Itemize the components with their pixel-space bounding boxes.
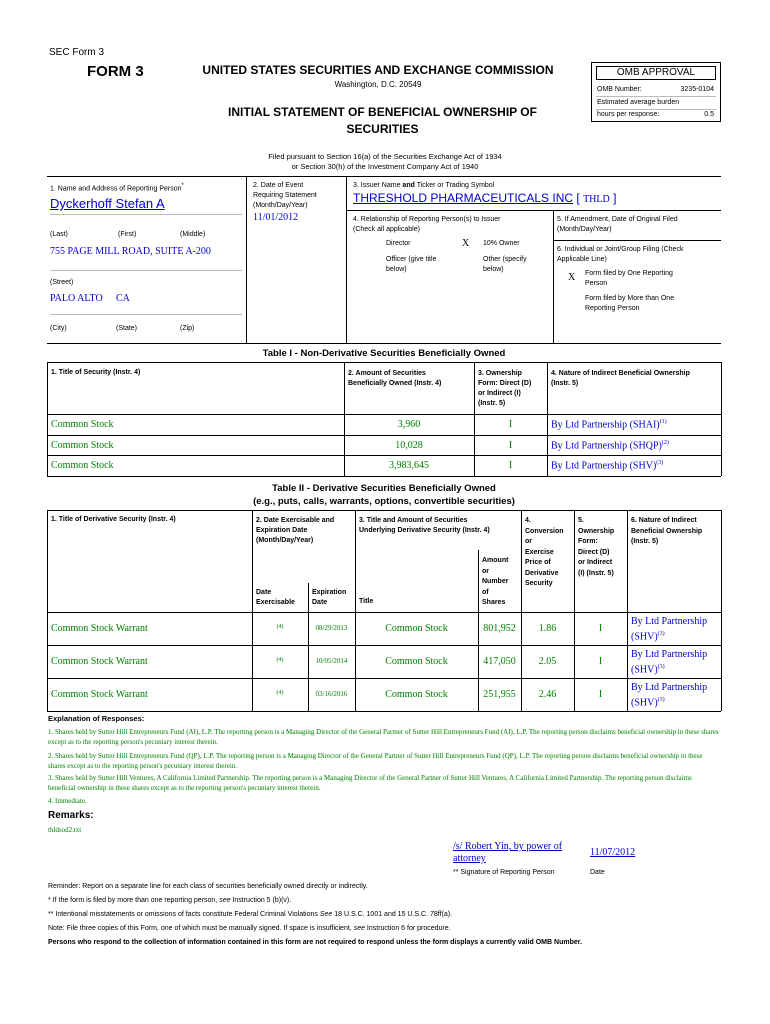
table2-col-dates: 2. Date Exercisable and Expiration Date (Month/Day/Year): [256, 517, 335, 544]
city-label: (City): [50, 325, 67, 332]
table2-col-underlying-title: Title: [359, 598, 374, 605]
filed-pursuant-line2: or Section 30(h) of the Investment Company Act of 1940: [291, 162, 479, 171]
explanation-title: Explanation of Responses:: [48, 714, 145, 723]
table2-row-nature: By Ltd Partnership (SHV)$^{(3)}$: [631, 682, 708, 709]
omb-number-label: OMB Number:: [597, 86, 642, 93]
issuer-label: 3. Issuer Name and Ticker or Trading Symbol: [353, 182, 495, 189]
sec-form-label: SEC Form 3: [49, 47, 105, 58]
table2-row-nature: By Ltd Partnership (SHV)$^{(3)}$: [631, 616, 708, 643]
table2-row-form: I: [598, 689, 603, 700]
omb-hours-value: 0.5: [704, 111, 714, 118]
table1-row-amount: 10,028: [395, 440, 423, 451]
table2-row-title: Common Stock Warrant: [51, 656, 148, 667]
event-date-value: 11/01/2012: [253, 212, 299, 223]
middle-label: (Middle): [180, 231, 206, 238]
table2-row-price: 1.86: [538, 623, 557, 634]
ten-percent-owner-check: X: [462, 238, 470, 249]
table2-row-form: I: [598, 623, 603, 634]
table1-col-ownership: 3. Ownership Form: Direct (D) or Indirect (I) (Instr. 5): [478, 370, 532, 407]
table2-row-shares: 801,952: [483, 623, 516, 634]
form-title: INITIAL STATEMENT OF BENEFICIAL OWNERSHIP OF SECURITIES: [228, 105, 537, 136]
agency-city: Washington, D.C. 20549: [334, 80, 422, 89]
explanation-item: 3. Shares held by Sutter Hill Ventures, A California Limited Partnership. The reporting person is a Managing Director of the General Partner of Sutter Hill Ventures, A California Limited Partnership. The reporting person disclaims beneficial ownership in these shares except as to the reporting person's pecuniary interest therein.: [48, 774, 692, 792]
state-value: CA: [116, 293, 130, 304]
reporting-person-name[interactable]: Dyckerhoff Stefan A: [50, 196, 165, 211]
table2-row-title: Common Stock Warrant: [51, 623, 148, 634]
agency-name: UNITED STATES SECURITIES AND EXCHANGE COMMISSION: [202, 63, 554, 77]
table2-row-shares: 417,050: [483, 656, 516, 667]
table1-row-nature: By Ltd Partnership (SHAI)$^{(1)}$: [551, 419, 667, 431]
issuer-name[interactable]: THRESHOLD PHARMACEUTICALS INC: [353, 191, 574, 205]
table2-row-price: 2.05: [538, 656, 557, 667]
table2-row-nature: By Ltd Partnership (SHV)$^{(3)}$: [631, 649, 708, 676]
city-value: PALO ALTO: [50, 293, 103, 304]
table2-row-underlying: Common Stock: [385, 623, 448, 634]
omb-burden-label: Estimated average burden: [597, 99, 680, 106]
table2-col-ownership: 5. Ownership Form: Direct (D) or Indirect (I) (Instr. 5): [578, 517, 615, 577]
table2-row-underlying: Common Stock: [385, 689, 448, 700]
state-label: (State): [116, 325, 138, 332]
one-person-check: X: [568, 272, 576, 283]
explanation-item: 2. Shares held by Sutter Hill Entrepreneurs Fund (QP), L.P. The reporting person is a Managing Director of the General Partner of Sutter Hill Entrepreneurs Fund (QP), L.P. The reporting person disclaims beneficial ownership in these shares except as to the reporting person's pecuniary interest therein.: [48, 752, 703, 770]
table1-row-form: I: [508, 440, 513, 451]
explanation-item: 1. Shares held by Sutter Hill Entrepreneurs Fund (AI), L.P. The reporting person is a Managing Director of the General Partner of Sutter Hill Entrepreneurs Fund (AI), L.P. The reporting person disclaims beneficial ownership in these shares except as to the reporting person's pecuniary interest therein.: [48, 728, 719, 746]
table2-col-shares: Amount or Number of Shares: [482, 557, 509, 606]
table1-row-title: Common Stock: [51, 419, 114, 430]
omb-hours-label: hours per response:: [597, 111, 660, 118]
table1-col-title: 1. Title of Security (Instr. 4): [51, 369, 141, 376]
more-person-label: Form filed by More than One Reporting Person: [585, 295, 675, 312]
issuer-ticker[interactable]: THLD: [583, 194, 610, 205]
table2-title: Table II - Derivative Securities Beneficially Owned (e.g., puts, calls, warrants, options, convertible securities): [253, 483, 515, 507]
table2-row-title: Common Stock Warrant: [51, 689, 148, 700]
street-label: (Street): [50, 279, 74, 286]
remarks-text: thldsod2.txt: [48, 826, 82, 834]
table2-col-underlying: 3. Title and Amount of Securities Underlying Derivative Security (Instr. 4): [359, 517, 490, 534]
table1-row-nature: By Ltd Partnership (SHV)$^{(3)}$: [551, 460, 664, 472]
footer-omb-notice: Persons who respond to the collection of information contained in this form are not required to respond unless the form displays a currently valid OMB Number.: [48, 939, 583, 946]
last-label: (Last): [50, 231, 68, 238]
table1-title: Table I - Non-Derivative Securities Beneficially Owned: [262, 348, 506, 359]
explanation-item: 4. Immediate.: [48, 797, 87, 805]
omb-number-value: 3235-0104: [680, 86, 714, 93]
table2-row-shares: 251,955: [483, 689, 516, 700]
footer-reminder: Reminder: Report on a separate line for each class of securities beneficially owned directly or indirectly.: [48, 883, 368, 890]
street-value: 755 PAGE MILL ROAD, SUITE A-200: [50, 246, 211, 257]
footer-note3: Note: File three copies of this Form, one of which must be manually signed. If space is insufficient, see Instruction 6 for procedure.: [48, 925, 451, 932]
filed-pursuant-line1: Filed pursuant to Section 16(a) of the Securities Exchange Act of 1934: [268, 152, 502, 161]
table1-row-form: I: [508, 419, 513, 430]
table2-col-nature: 6. Nature of Indirect Beneficial Ownership (Instr. 5): [631, 517, 703, 545]
table2-row-form: I: [598, 656, 603, 667]
table2-row-underlying: Common Stock: [385, 656, 448, 667]
table2-row-expiration: 03/16/2016: [315, 690, 348, 698]
form-number: FORM 3: [87, 63, 144, 80]
table2-row-exercisable: (4): [276, 624, 284, 630]
director-label: Director: [386, 240, 411, 247]
relationship-label: 4. Relationship of Reporting Person(s) to Issuer (Check all applicable): [353, 216, 501, 233]
table1-col-nature: 4. Nature of Indirect Beneficial Ownership (Instr. 5): [551, 370, 690, 387]
signature-date[interactable]: 11/07/2012: [590, 847, 636, 858]
one-person-label: Form filed by One Reporting Person: [585, 270, 673, 287]
footer-note1: * If the form is filed by more than one reporting person, see Instruction 5 (b)(v).: [48, 897, 292, 904]
table2-row-expiration: 10/05/2014: [315, 657, 348, 665]
footer-note2: ** Intentional misstatements or omissions of facts constitute Federal Criminal Violations See 18 U.S.C. 1001 and 15 U.S.C. 78ff(a).: [48, 911, 453, 918]
other-label: Other (specify below): [483, 256, 527, 273]
group-filing-label: 6. Individual or Joint/Group Filing (Check Applicable Line): [557, 246, 684, 263]
table2-col-price: 4. Conversion or Exercise Price of Derivative Security: [525, 517, 564, 587]
table1-row-form: I: [508, 460, 513, 471]
omb-title: OMB APPROVAL: [596, 66, 716, 80]
table2-row-exercisable: (4): [276, 657, 284, 663]
table2-col-expiration: Expiration Date: [312, 589, 347, 606]
ten-percent-owner-label: 10% Owner: [483, 240, 520, 247]
table2-col-title: 1. Title of Derivative Security (Instr. 4): [51, 516, 176, 523]
signature-value[interactable]: /s/ Robert Yin, by power of attorney: [453, 841, 563, 864]
table1-col-amount: 2. Amount of Securities Beneficially Owned (Instr. 4): [348, 370, 442, 387]
amendment-label: 5. If Amendment, Date of Original Filed (Month/Day/Year): [557, 216, 678, 233]
officer-label: Officer (give title below): [386, 256, 437, 273]
table1-row-amount: 3,960: [397, 419, 421, 430]
signature-label: ** Signature of Reporting Person: [453, 869, 555, 876]
table2-col-date-exercisable: Date Exercisable: [256, 589, 295, 606]
table1-row-amount: 3,983,645: [389, 460, 429, 471]
zip-label: (Zip): [180, 325, 195, 332]
event-date-label: 2. Date of Event Requiring Statement (Month/Day/Year): [253, 182, 317, 209]
remarks-title: Remarks:: [48, 810, 94, 821]
table2-row-exercisable: (4): [276, 690, 284, 696]
first-label: (First): [118, 231, 137, 238]
signature-date-label: Date: [590, 869, 605, 876]
reporting-person-label: 1. Name and Address of Reporting Person*: [50, 183, 184, 193]
table1-row-title: Common Stock: [51, 440, 114, 451]
table2-row-expiration: 08/29/2013: [315, 624, 348, 632]
table1-row-nature: By Ltd Partnership (SHQP)$^{(2)}$: [551, 440, 669, 452]
table2-row-price: 2.46: [538, 689, 557, 700]
issuer-name-line: THRESHOLD PHARMACEUTICALS INC [ THLD ]: [353, 191, 617, 205]
table1-row-title: Common Stock: [51, 460, 114, 471]
